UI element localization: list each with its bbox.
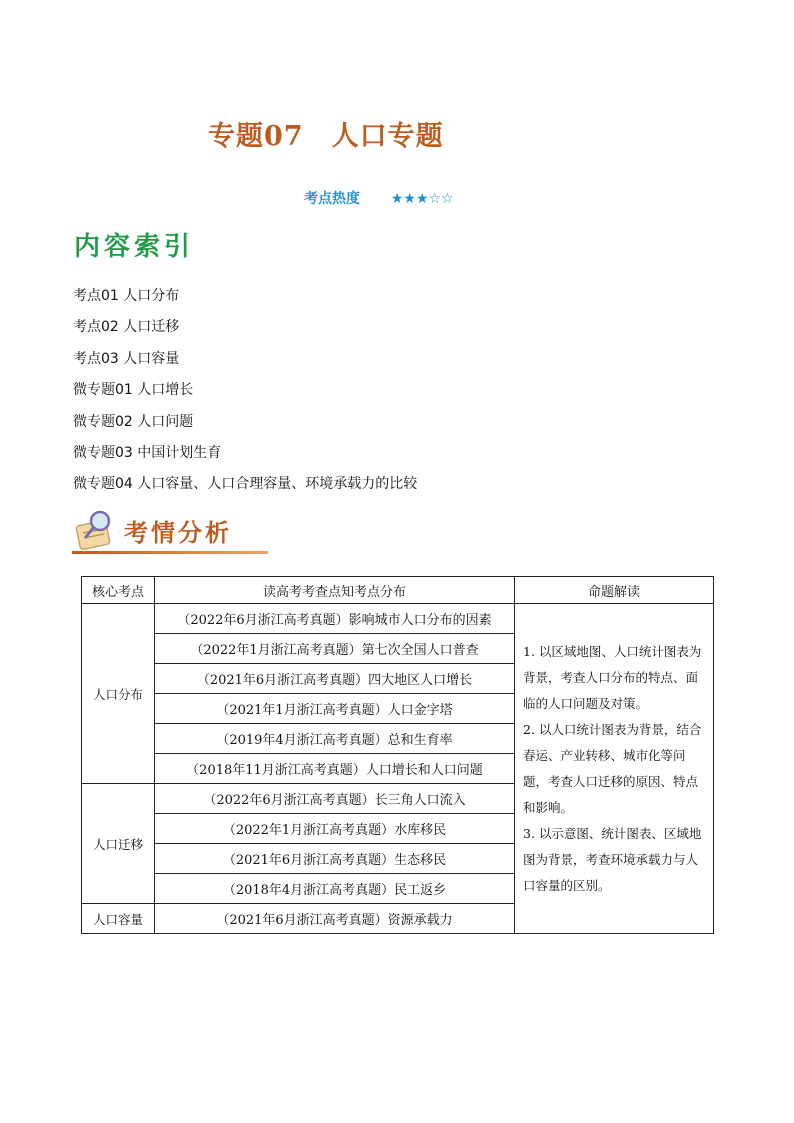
index-item: 微专题01 人口增长 [73,382,194,399]
index-item: 微专题02 人口问题 [73,413,194,430]
table-cell: （2022年1月浙江高考真题）水库移民 [155,814,515,844]
table-cell: （2022年1月浙江高考真题）第七次全国人口普查 [155,634,515,664]
header-core-point: 核心考点 [82,577,155,604]
page-title: 专题07 人口专题 [208,121,444,152]
interpretation-item: 1. 以区域地图、人口统计图表为背景，考查人口分布的特点、面临的人口问题及对策。 [523,643,702,711]
table-cell: （2021年6月浙江高考真题）资源承载力 [155,904,515,934]
interpretation-item: 2. 以人口统计图表为背景，结合春运、产业转移、城市化等问题，考查人口迁移的原因、特点和影响。 [523,721,702,815]
index-list [73,285,417,505]
index-item: 微专题03 中国计划生育 [73,444,222,461]
analysis-banner [72,507,268,557]
category-population-migration: 人口迁移 [82,784,155,904]
table-cell: （2021年1月浙江高考真题）人口金字塔 [155,694,515,724]
table-cell: （2019年4月浙江高考真题）总和生育率 [155,724,515,754]
heat-label: 考点热度 [304,191,360,207]
interpretation-cell [515,604,714,934]
analysis-section-title: 考情分析 [124,518,232,547]
table-cell: （2018年4月浙江高考真题）民工返乡 [155,874,515,904]
table-cell: （2022年6月浙江高考真题）影响城市人口分布的因素 [155,604,515,634]
heat-stars: ★★★☆☆ [390,191,454,207]
index-item: 微专题04 人口容量、人口合理容量、环境承载力的比较 [73,476,418,493]
index-item: 考点03 人口容量 [73,350,180,367]
table-row [82,604,714,634]
header-distribution: 读高考考查点知考点分布 [155,577,515,604]
table-cell: （2021年6月浙江高考真题）生态移民 [155,844,515,874]
banner-underline [72,551,268,554]
table-cell: （2018年11月浙江高考真题）人口增长和人口问题 [155,754,515,784]
heat-rating [304,188,454,208]
index-item: 考点01 人口分布 [73,288,180,304]
magnifier-notebook-icon [74,507,120,553]
header-interpretation: 命题解读 [515,577,714,604]
category-population-distribution: 人口分布 [82,604,155,784]
index-item: 考点02 人口迁移 [73,319,180,336]
interpretation-item: 3. 以示意图、统计图表、区域地图为背景，考查环境承载力与人口容量的区别。 [523,825,702,893]
exam-analysis-table [81,576,714,934]
category-population-capacity: 人口容量 [82,904,155,934]
index-section-title: 内容索引 [74,232,195,262]
table-header-row [82,577,714,604]
table-cell: （2022年6月浙江高考真题）长三角人口流入 [155,784,515,814]
table-cell: （2021年6月浙江高考真题）四大地区人口增长 [155,664,515,694]
